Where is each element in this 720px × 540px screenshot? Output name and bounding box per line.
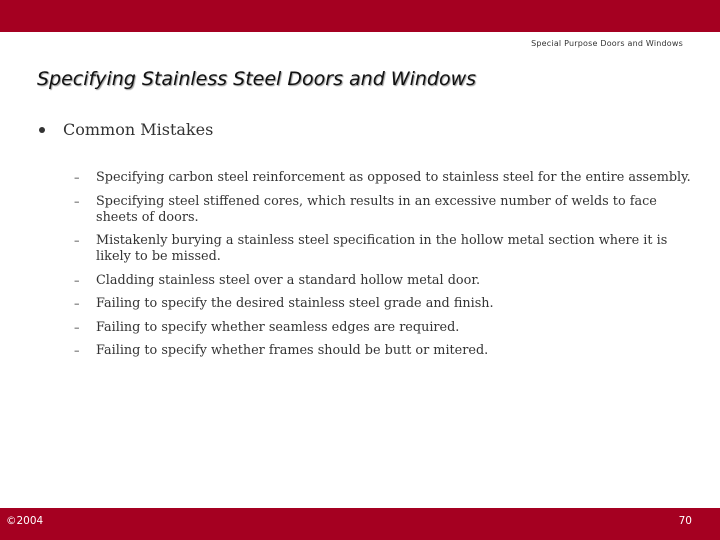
dash-bullet-icon: – xyxy=(74,234,80,247)
list-item xyxy=(74,320,694,336)
list-item xyxy=(74,233,694,265)
dash-bullet-icon: – xyxy=(74,297,80,310)
top-brand-bar xyxy=(0,0,720,32)
list-item-text: Failing to specify whether frames should be butt or mitered. xyxy=(96,343,489,358)
list-item-text: Cladding stainless steel over a standard hollow metal door. xyxy=(96,272,481,288)
bullet-common-mistakes xyxy=(37,120,213,139)
footer-copyright: ©2004 xyxy=(6,515,44,527)
list-item xyxy=(74,273,694,289)
dash-bullet-icon: – xyxy=(74,320,80,334)
list-item-text: Specifying carbon steel reinforcement as opposed to stainless steel for the entire assembly. xyxy=(96,170,691,185)
dash-bullet-icon: – xyxy=(74,344,80,357)
running-header: Special Purpose Doors and Windows xyxy=(531,39,683,48)
footer-page-number: 70 xyxy=(678,515,692,527)
list-item xyxy=(74,194,694,226)
list-item xyxy=(74,296,694,312)
bottom-brand-bar xyxy=(0,508,720,540)
dash-bullet-icon: – xyxy=(74,171,80,184)
mistakes-list xyxy=(74,170,694,367)
list-item-text: Specifying steel stiffened cores, which results in an excessive number of welds to face sheets of doors. xyxy=(96,193,657,225)
dash-bullet-icon: – xyxy=(74,194,80,208)
bullet-label: Common Mistakes xyxy=(63,120,214,139)
dash-bullet-icon: – xyxy=(74,273,80,287)
list-item xyxy=(74,170,694,186)
slide-title: Specifying Stainless Steel Doors and Windows xyxy=(37,68,477,90)
list-item xyxy=(74,343,694,359)
list-item-text: Mistakenly burying a stainless steel specification in the hollow metal section where it is likely to be missed. xyxy=(96,233,668,264)
list-item-text: Failing to specify the desired stainless steel grade and finish. xyxy=(96,296,494,311)
bullet-dot-icon xyxy=(39,127,45,133)
list-item-text: Failing to specify whether seamless edges are required. xyxy=(96,319,460,335)
